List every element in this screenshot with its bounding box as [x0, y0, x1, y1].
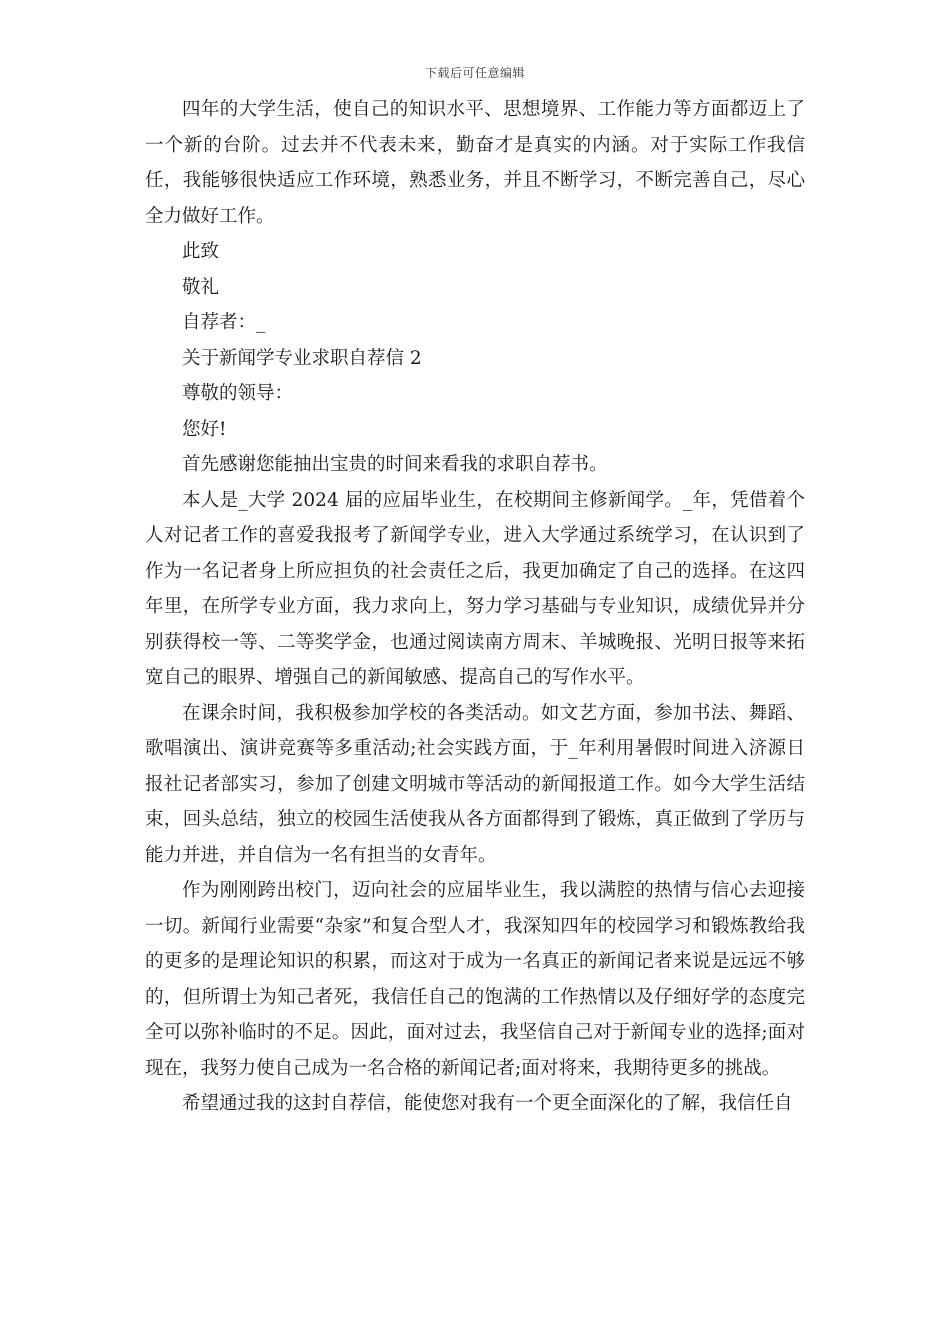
greeting: 您好! — [182, 418, 227, 440]
paragraph-thanks: 首先感谢您能抽出宝贵的时间来看我的求职自荐书。 — [182, 454, 608, 475]
closing-line-2: 敬礼 — [182, 276, 220, 298]
paragraph-outlook: 作为刚刚跨出校门，迈向社会的应届毕业生，我以满腔的热情与信心去迎接一切。新闻行业需要“杂家”和复合型人才，我深知四年的校园学习和锻炼教给我的更多的是理论知识的积累，而这对于成为一名真正的新闻记者来说是远远不够的，但所谓士为知己者死，我信任自己的饱满的工作热情以及仔细好学的态度完全可以弥补临时的不足。因此，面对过去，我坚信自己对于新闻专业的选择;面对现在，我努力使自己成为一名合格的新闻记者;面对将来，我期待更多的挑战。 — [145, 880, 805, 1079]
page-header: 下载后可任意编辑 — [424, 66, 525, 80]
paragraph-summary: 四年的大学生活，使自己的知识水平、思想境界、工作能力等方面都迈上了一个新的台阶。过去并不代表未来，勤奋才是真实的内涵。对于实际工作我信任，我能够很快适应工作环境，熟悉业务，并且不断学习，不断完善自己，尽心全力做好工作。 — [145, 99, 805, 227]
signature-line: 自荐者：_ — [182, 312, 266, 333]
paragraph-activities: 在课余时间，我积极参加学校的各类活动。如文艺方面，参加书法、舞蹈、歌唱演出、演讲竞赛等多重活动;社会实践方面，于_年利用暑假时间进入济源日报社记者部实习，参加了创建文明城市等活动的新闻报道工作。如今大学生活结束，回头总结，独立的校园生活使我从各方面都得到了锻炼，真正做到了学历与能力并进，并自信为一名有担当的女青年。 — [145, 702, 805, 866]
paragraph-hope: 希望通过我的这封自荐信，能使您对我有一个更全面深化的了解，我信任自 — [182, 1093, 793, 1114]
letter-2-title: 关于新闻学专业求职自荐信 2 — [182, 347, 422, 369]
salutation: 尊敬的领导： — [182, 383, 294, 404]
closing-line-1: 此致 — [182, 241, 220, 262]
paragraph-education: 本人是_大学 2024 届的应届毕业生，在校期间主修新闻学。_年，凭借着个人对记者工作的喜爱我报考了新闻学专业，进入大学通过系统学习，在认识到了作为一名记者身上所应担负的社会责任之后，我更加确定了自己的选择。在这四年里，在所学专业方面，我力求向上，努力学习基础与专业知识，成绩优异并分别获得校一等、二等奖学金，也通过阅读南方周末、羊城晚报、光明日报等来拓宽自己的眼界、增强自己的新闻敏感、提高自己的写作水平。 — [145, 489, 805, 688]
letter-body — [145, 92, 805, 1122]
